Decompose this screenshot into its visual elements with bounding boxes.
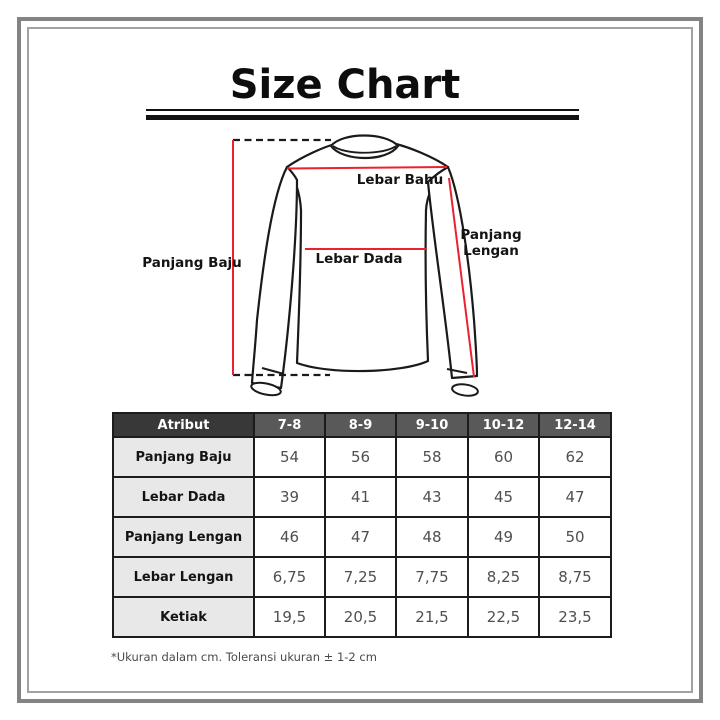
header-cell-size-12-14: 12-14 (539, 413, 611, 437)
shirt-left-sleeve (252, 167, 297, 388)
table-row (113, 477, 611, 517)
size-table (112, 412, 612, 638)
table-row (113, 597, 611, 637)
table-cell: 48 (396, 517, 468, 557)
table-row (113, 517, 611, 557)
table-cell: 47 (539, 477, 611, 517)
header-cell-size-10-12: 10-12 (468, 413, 539, 437)
header-cell-size-8-9: 8-9 (325, 413, 396, 437)
table-cell: 54 (254, 437, 325, 477)
table-cell: 43 (396, 477, 468, 517)
table-row (113, 437, 611, 477)
label-panjang-lengan-line2: Lengan (463, 243, 519, 259)
table-cell: 7,75 (396, 557, 468, 597)
table-cell: 22,5 (468, 597, 539, 637)
row-label-panjang-baju: Panjang Baju (113, 437, 254, 477)
row-label-lebar-dada: Lebar Dada (113, 477, 254, 517)
table-cell: 6,75 (254, 557, 325, 597)
shirt-collar (331, 136, 398, 159)
table-cell: 19,5 (254, 597, 325, 637)
header-cell-size-7-8: 7-8 (254, 413, 325, 437)
table-cell: 45 (468, 477, 539, 517)
table-header-row (113, 413, 611, 437)
table-cell: 7,25 (325, 557, 396, 597)
table-cell: 8,25 (468, 557, 539, 597)
table-cell: 46 (254, 517, 325, 557)
table-cell: 20,5 (325, 597, 396, 637)
table-cell: 58 (396, 437, 468, 477)
label-lebar-dada: Lebar Dada (315, 251, 403, 267)
table-cell: 56 (325, 437, 396, 477)
table-cell: 50 (539, 517, 611, 557)
header-cell-atribut: Atribut (113, 413, 254, 437)
table-cell: 23,5 (539, 597, 611, 637)
size-tolerance-footnote: *Ukuran dalam cm. Toleransi ukuran ± 1-2 cm (111, 650, 377, 664)
table-row (113, 557, 611, 597)
header-cell-size-9-10: 9-10 (396, 413, 468, 437)
right-cuff (451, 383, 478, 398)
row-label-lebar-lengan: Lebar Lengan (113, 557, 254, 597)
label-lebar-bahu: Lebar Bahu (356, 172, 444, 188)
table-cell: 41 (325, 477, 396, 517)
table-cell: 8,75 (539, 557, 611, 597)
table-cell: 39 (254, 477, 325, 517)
row-label-panjang-lengan: Panjang Lengan (113, 517, 254, 557)
page-title: Size Chart (229, 62, 461, 108)
table-cell: 60 (468, 437, 539, 477)
table-cell: 49 (468, 517, 539, 557)
label-panjang-baju: Panjang Baju (142, 255, 242, 271)
table-cell: 62 (539, 437, 611, 477)
table-cell: 21,5 (396, 597, 468, 637)
table-cell: 47 (325, 517, 396, 557)
row-label-ketiak: Ketiak (113, 597, 254, 637)
label-panjang-lengan-line1: Panjang (460, 227, 522, 243)
